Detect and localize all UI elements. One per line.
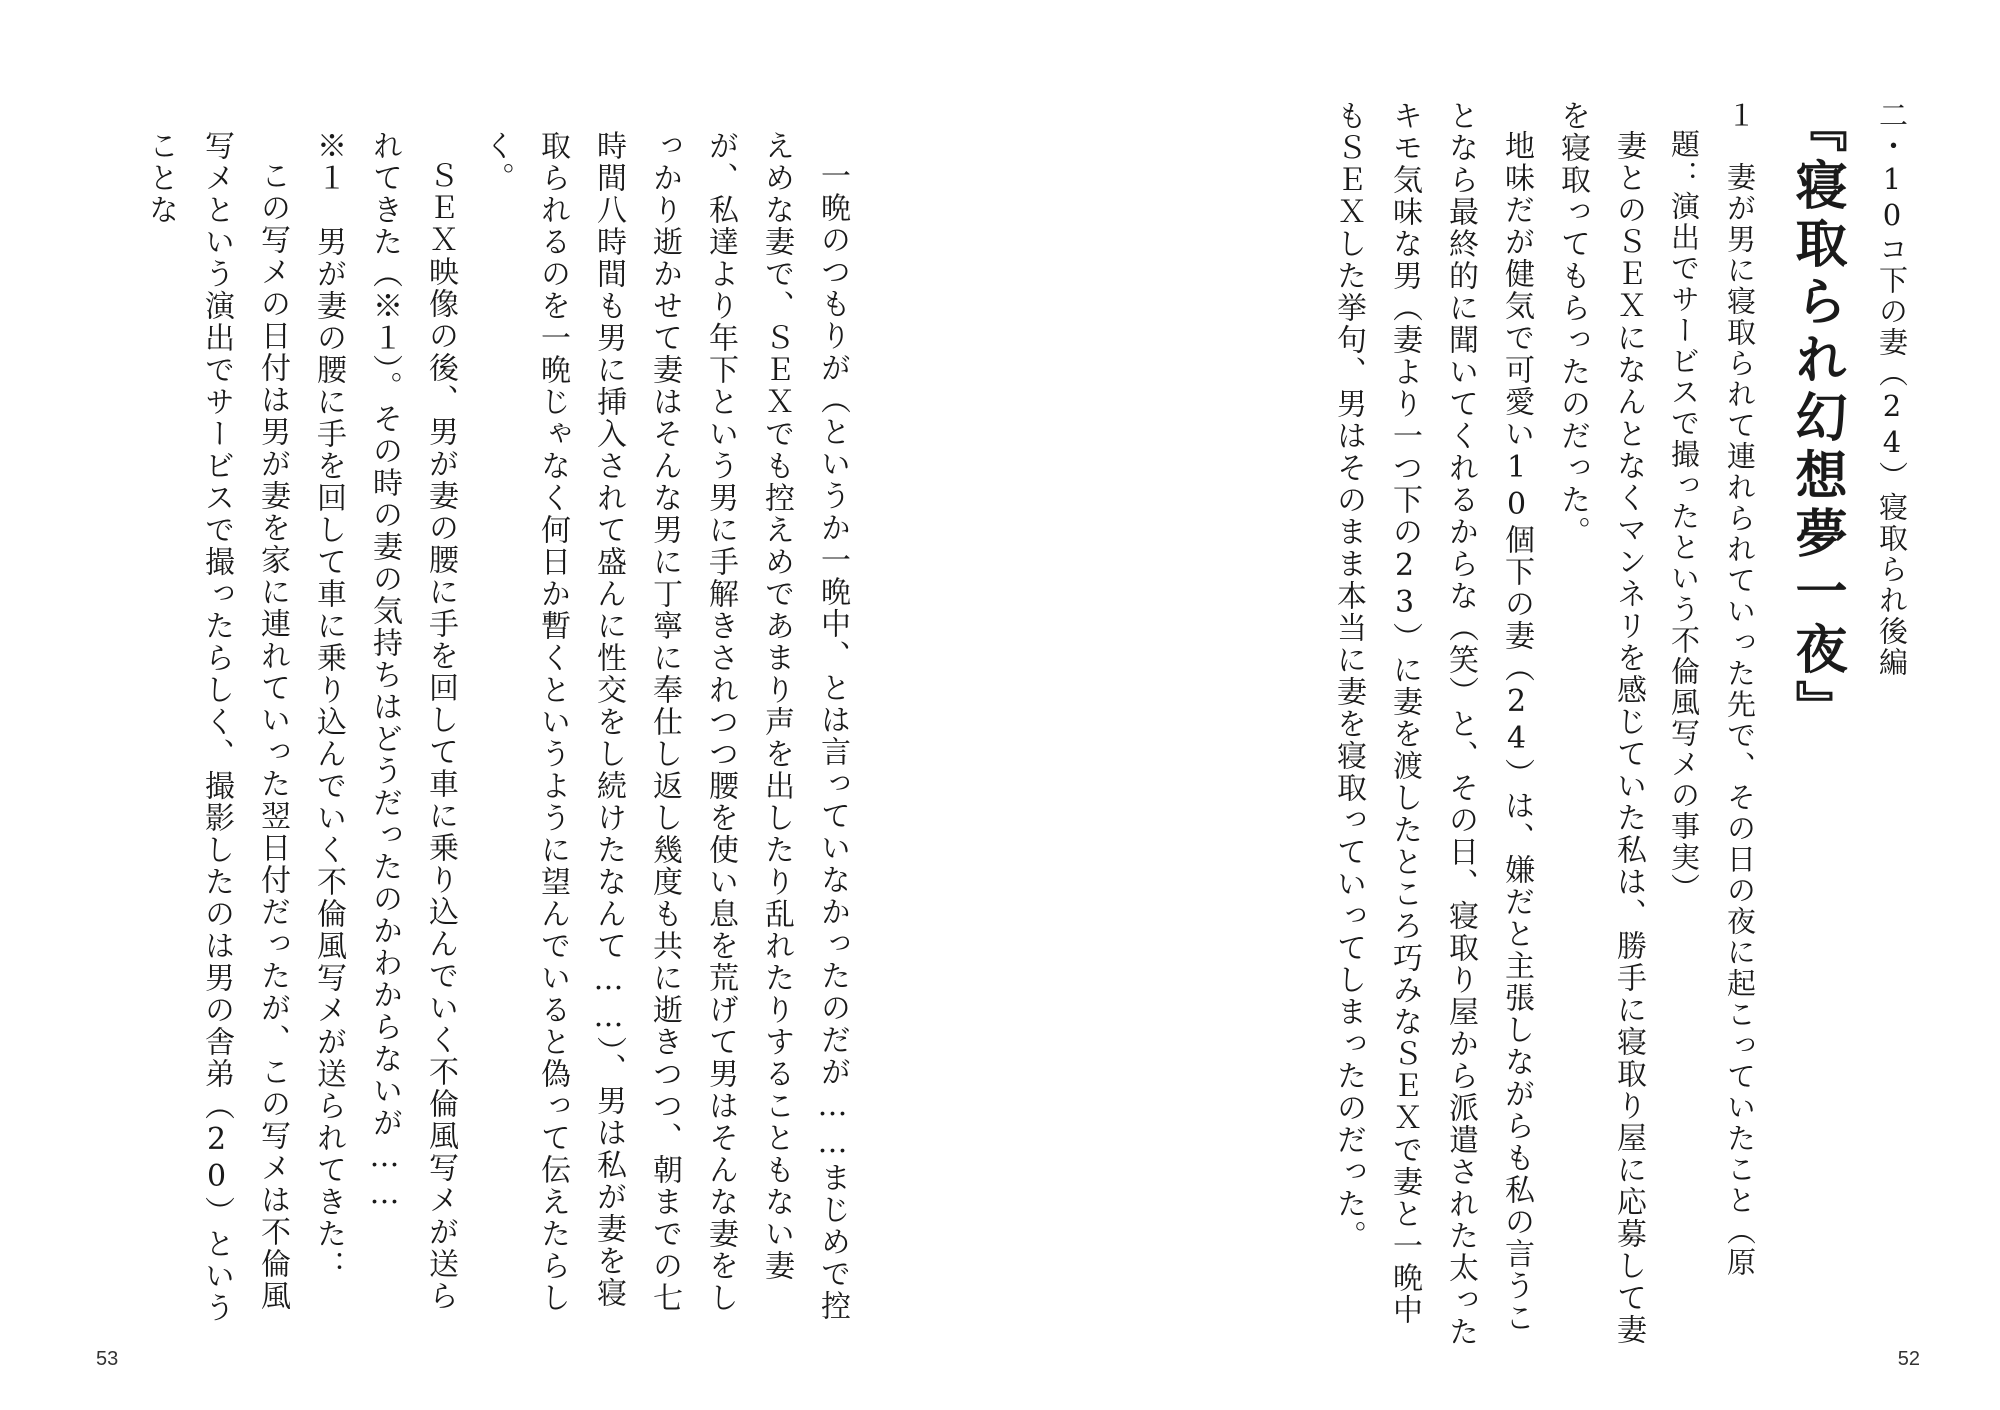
- right-page: [1000, 0, 2000, 1410]
- chapter-heading: 二・10コ下の妻（24）寝取られ後編: [1875, 100, 1909, 678]
- left-page-body: [132, 130, 860, 1330]
- paragraph: 一晩のつもりが（というか一晩中、とは言っていなかったのだが……まじめで控えめな妻で、ＳＥＸでも控えめであまり声を出したり乱れたりすることもない妻が、私達より年下という男に手解きされつつ腰を使い息を荒げて男はそんな妻をしっかり逝かせて妻はそんな男に丁寧に奉仕し返し幾度も共に逝きつつ、朝までの七時間八時間も男に挿入されて盛んに性交をし続けたなんて……）、男は私が妻を寝取られるのを一晩じゃなく何日か暫くというように望んでいると偽って伝えたらしく。: [479, 130, 850, 1322]
- paragraph: ＳＥＸ映像の後、男が妻の腰に手を回して車に乗り込んでいく不倫風写メが送られてきた（※１）。その時の妻の気持ちはどうだったのかわからないが……: [367, 130, 458, 1312]
- subtitle-line-2: 題：演出でサービスで撮ったという不倫風写メの事実）: [1667, 129, 1701, 904]
- paragraph: 妻とのＳＥＸになんとなくマンネリを感じていた私は、勝手に寝取り屋に応募して妻を寝取ってもらったのだった。: [1555, 100, 1646, 1346]
- page-number: 53: [96, 1348, 119, 1370]
- subtitle-line-1: １ 妻が男に寝取られて連れられていった先で、その日の夜に起こっていたこと（原: [1723, 100, 1757, 1278]
- page-title: 『寝取られ幻想夢一夜』: [1786, 100, 1847, 738]
- footnote-body: この写メの日付は男が妻を家に連れていった翌日付だったが、この写メは不倫風写メという演出でサービスで撮ったらしく、撮影したのは男の舎弟（20）ということな: [143, 130, 290, 1324]
- page-number: 52: [1897, 1348, 1920, 1370]
- right-page-body: [1320, 100, 1920, 1350]
- footnote-heading: ※１ 男が妻の腰に手を回して車に乗り込んでいく不倫風写メが送られてきた：: [311, 130, 346, 1282]
- paragraph: 地味だが健気で可愛い10個下の妻（24）は、嫌だと主張しながらも私の言うことなら最終的に聞いてくれるからな（笑）と、その日、寝取り屋から派遣された太ったキモ気味な男（妻より一つ下の23）に妻を渡したところ巧みなＳＥＸで妻と一晩中もＳＥＸした挙句、男はそのまま本当に妻を寝取っていってしまったのだった。: [1331, 100, 1534, 1348]
